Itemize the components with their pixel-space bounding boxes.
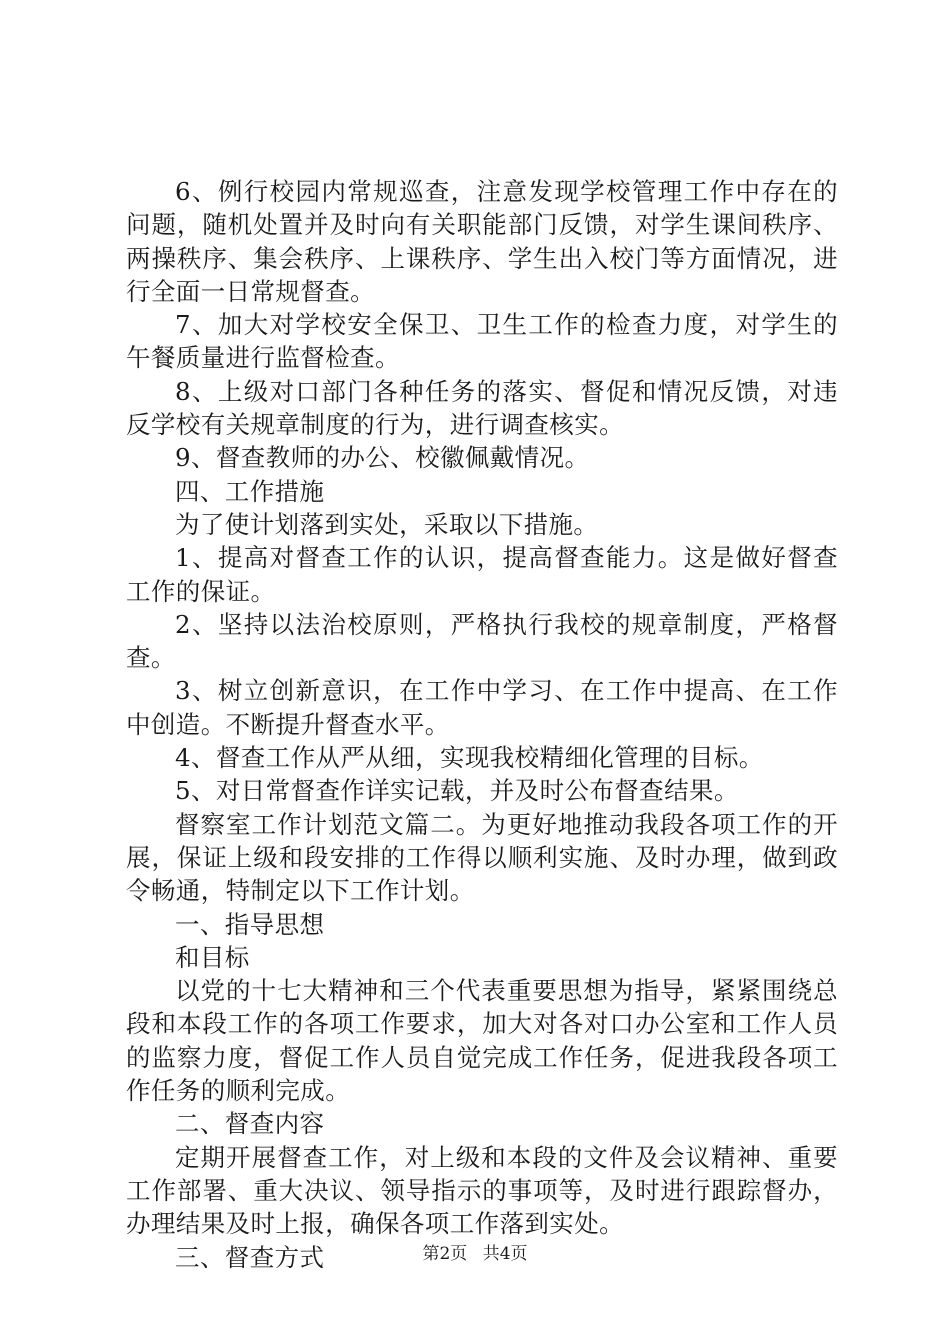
measure-item-4: 4、督查工作从严从细，实现我校精细化管理的目标。 [175,743,764,773]
paragraph-6-routine-patrol: 6、例行校园内常规巡查，注意发现学校管理工作中存在的问题，随机处置并及时向有关职能部门反馈，对学生课间秩序、两操秩序、集会秩序、上课秩序、学生出入校门等方面情况，进行全面一日常规督查。 [126,177,838,306]
page-number: 第2页 [422,1244,468,1264]
measure-item-2: 2、坚持以法治校原则，严格执行我校的规章制度，严格督查。 [126,609,838,673]
paragraph-8-task-followup: 8、上级对口部门各种任务的落实、督促和情况反馈，对违反学校有关规章制度的行为，进行调查核实。 [126,376,838,440]
paragraph-7-safety-inspection: 7、加大对学校安全保卫、卫生工作的检查力度，对学生的午餐质量进行监督检查。 [126,310,838,373]
page-total: 共4页 [482,1244,528,1264]
document-body [126,175,838,1274]
measure-item-3: 3、树立创新意识，在工作中学习、在工作中提高、在工作中创造。不断提升督查水平。 [126,676,838,739]
section-heading-inspection-content: 二、督查内容 [175,1109,325,1139]
paragraph-measures-intro: 为了使计划落到实处，采取以下措施。 [175,509,599,539]
section-heading-and-goals: 和目标 [175,942,250,972]
paragraph-plan-two-intro: 督察室工作计划范文篇二。为更好地推动我段各项工作的开展，保证上级和段安排的工作得以顺利实施、及时办理，做到政令畅通，特制定以下工作计划。 [126,809,838,906]
measure-item-1: 1、提高对督查工作的认识，提高督查能力。这是做好督查工作的保证。 [126,543,838,606]
paragraph-9-teacher-inspection: 9、督查教师的办公、校徽佩戴情况。 [175,443,590,473]
page-footer [0,1243,950,1265]
paragraph-inspection-content: 定期开展督查工作，对上级和本段的文件及会议精神、重要工作部署、重大决议、领导指示的事项等，及时进行跟踪督办，办理结果及时上报，确保各项工作落到实处。 [126,1142,838,1239]
section-heading-inspection-method: 三、督查方式 [175,1242,325,1272]
measure-item-5: 5、对日常督查作详实记载，并及时公布督查结果。 [175,776,739,806]
paragraph-guiding-thought: 以党的十七大精神和三个代表重要思想为指导，紧紧围绕总段和本段工作的各项工作要求，加大对各对口办公室和工作人员的监察力度，督促工作人员自觉完成工作任务，促进我段各项工作任务的顺利完成。 [126,976,838,1106]
section-heading-work-measures: 四、工作措施 [175,476,325,506]
section-heading-guiding-thought: 一、指导思想 [175,909,325,939]
